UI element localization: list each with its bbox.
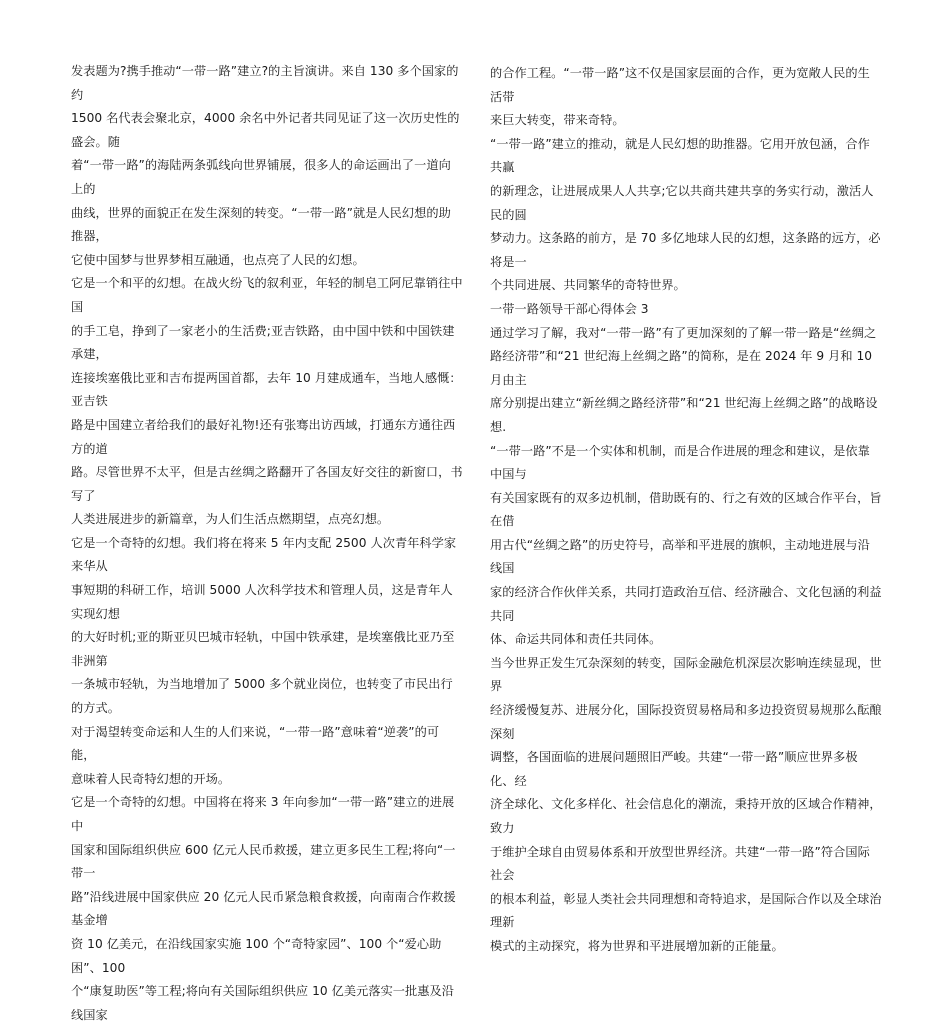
paragraph: 通过学习了解，我对“一带一路”有了更加深刻的了解一带一路是“丝绸之 路经济带”和“21 世纪海上丝绸之路”的简称，是在 2024 年 9 月和 10 月由主 席分别提出建立“新丝绸之路经济带”和“21 世纪海上丝绸之路”的战略设想. “一带一路”不是一个实体和机制，而是合作进展的理念和建议，是依靠中国与 有关国家既有的双多边机制，借助既有的、行之有效的区域合作平台，旨在借 用古代“丝绸之路”的历史符号，高举和平进展的旗帜，主动地进展与沿线国 家的经济合作伙伴关系，共同打造政治互信、经济融合、文化包涵的利益共同 体、命运共同体和责任共同体。 [490,325,882,647]
section-heading: 一带一路领导干部心得体会 3 [490,301,649,316]
right-text-column [490,62,882,959]
paragraph: 发表题为?携手推动“一带一路”建立?的主旨演讲。来自 130 多个国家的约 1500 名代表会聚北京，4000 余名中外记者共同见证了这一次历史性的盛会。随 着“一带一路”的海陆两条弧线向世界铺展，很多人的命运画出了一道向上的 曲线，世界的面貌正在发生深刻的转变。“一带一路”就是人民幻想的助推器， 它使中国梦与世界梦相互融通，也点亮了人民的幻想。 [71,64,460,267]
paragraph: 它是一个和平的幻想。在战火纷飞的叙利亚，年轻的制皂工阿尼靠销往中国 的手工皂，挣到了一家老小的生活费;亚吉铁路，由中国中铁和中国铁建承建， 连接埃塞俄比亚和吉布提两国首都，去年 10 月建成通车，当地人感慨：亚吉铁 路是中国建立者给我们的最好礼物!还有张骞出访西域，打通东方通往西方的道 路。尽管世界不太平，但是古丝绸之路翻开了各国友好交往的新窗口，书写了 人类进展进步的新篇章，为人们生活点燃期望，点亮幻想。 [71,276,463,527]
paragraph: 的合作工程。“一带一路”这不仅是国家层面的合作，更为宽敞人民的生活带 来巨大转变，带来奇特。 [490,66,870,128]
paragraph: 它是一个奇特的幻想。中国将在将来 3 年向参加“一带一路”建立的进展中 国家和国际组织供应 600 亿元人民币救援，建立更多民生工程;将向“一带一 路”沿线进展中国家供应 20 亿元人民币紧急粮食救援，向南南合作救援基金增 资 10 亿美元，在沿线国家实施 100 个“奇特家园”、100 个“爱心助困”、100 个“康复助医”等工程;将向有关国际组织供应 10 亿美元落实一批惠及沿线国家 [71,795,456,1022]
paragraph: 当今世界正发生冗杂深刻的转变，国际金融危机深层次影响连续显现，世界 经济缓慢复苏、进展分化，国际投资贸易格局和多边投资贸易规那么酝酿深刻 调整，各国面临的进展问题照旧严峻。共建“一带一路”顺应世界多极化、经 济全球化、文化多样化、社会信息化的潮流，秉持开放的区域合作精神，致力 于维护全球自由贸易体系和开放型世界经济。共建“一带一路”符合国际社会 的根本利益，彰显人类社会共同理想和奇特追求，是国际合作以及全球治理新 模式的主动探究，将为世界和平进展增加新的正能量。 [490,655,882,953]
paragraph: “一带一路”建立的推动，就是人民幻想的助推器。它用开放包涵，合作共赢 的新理念，让进展成果人人共享;它以共商共建共享的务实行动，激活人民的圆 梦动力。这条路的前方，是 70 多亿地球人民的幻想，这条路的远方，必将是一 个共同进展、共同繁华的奇特世界。 [490,136,881,293]
left-text-column [71,60,463,1027]
paragraph: 它是一个奇特的幻想。我们将在将来 5 年内支配 2500 人次青年科学家来华从 事短期的科研工作，培训 5000 人次科学技术和管理人员，这是青年人实现幻想 的大好时机;亚的斯亚贝巴城市轻轨，中国中铁承建，是埃塞俄比亚乃至非洲第 一条城市轻轨，为当地增加了 5000 多个就业岗位，也转变了市民出行的方式。 对于渴望转变命运和人生的人们来说，“一带一路”意味着“逆袭”的可能， 意味着人民奇特幻想的开场。 [71,535,457,786]
